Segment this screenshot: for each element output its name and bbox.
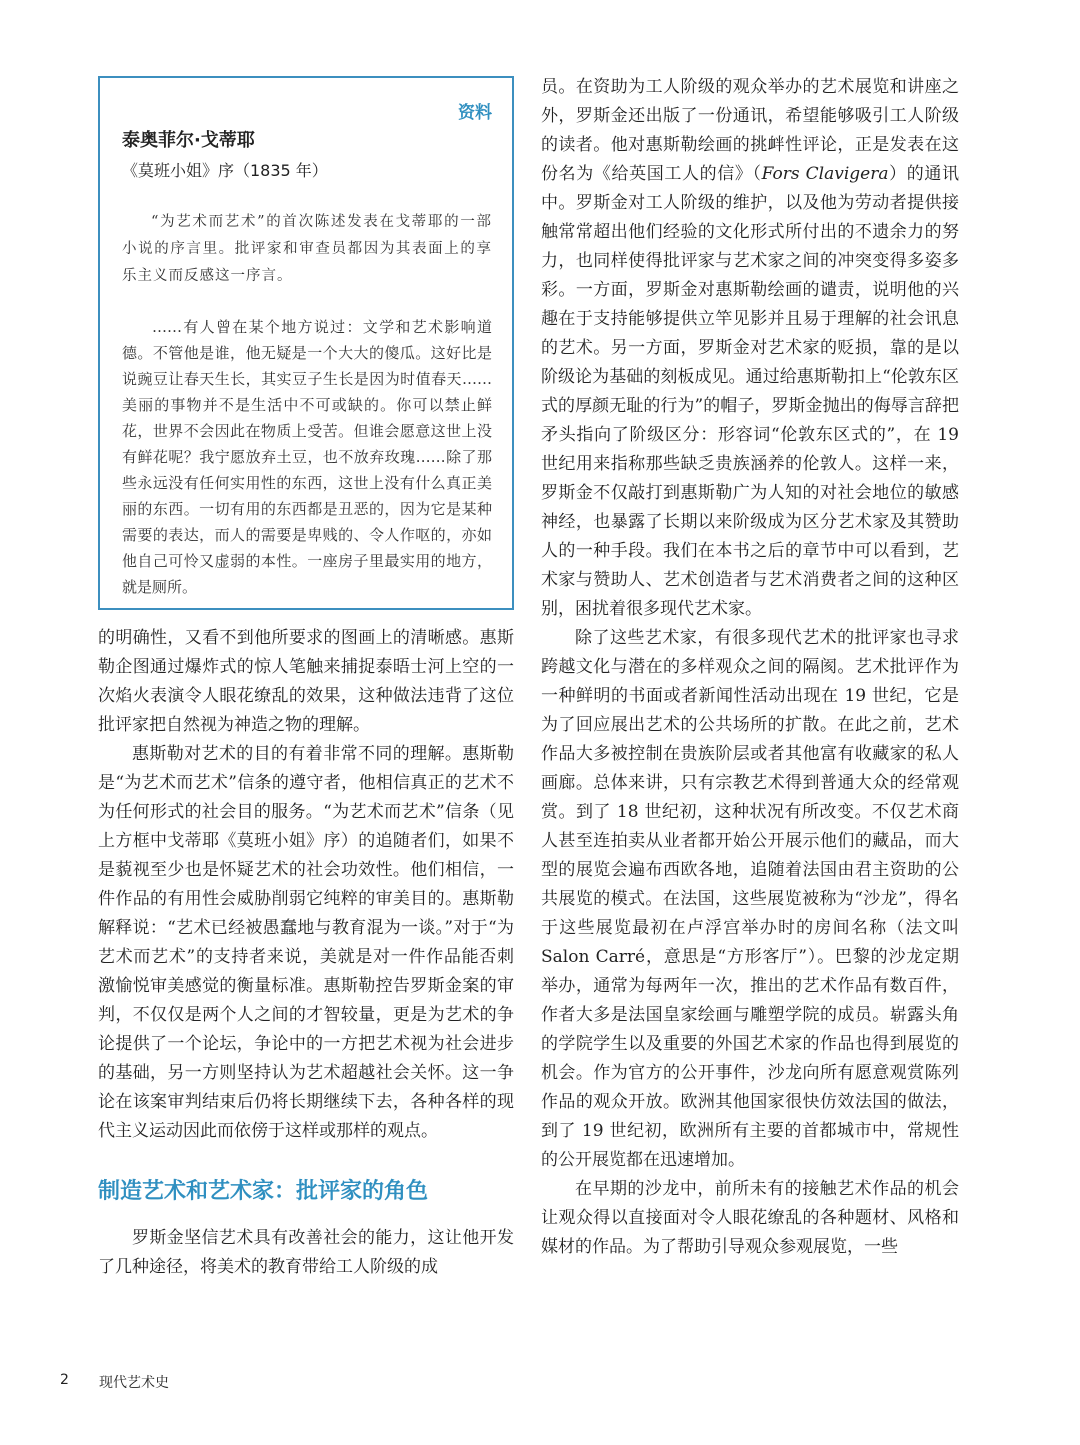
- page-number: 2: [60, 1372, 69, 1388]
- left-paragraph-2: 惠斯勒对艺术的目的有着非常不同的理解。惠斯勒是“为艺术而艺术”信条的遵守者，他相信真正的艺术不为任何形式的社会目的服务。“为艺术而艺术”信条（见上方框中戈蒂耶《莫班小姐》序）的追随者们，如果不是藐视至少也是怀疑艺术的社会功效性。他们相信，一件作品的有用性会威胁削弱它纯粹的审美目的。惠斯勒解释说：“艺术已经被愚蠢地与教育混为一谈。”对于“为艺术而艺术”的支持者来说，美就是对一件作品能否刺激愉悦审美感觉的衡量标准。惠斯勒控告罗斯金案的审判，不仅仅是两个人之间的才智较量，更是为艺术的争论提供了一个论坛，争论中的一方把艺术视为社会进步的基础，另一方则坚持认为艺术超越社会关怀。这一争论在该案审判结束后仍将长期继续下去，各种各样的现代主义运动因此而依傍于这样或那样的观点。: [98, 744, 514, 1141]
- left-paragraph-3: 罗斯金坚信艺术具有改善社会的能力，这让他开发了几种途径，将美术的教育带给工人阶级的成: [98, 1228, 514, 1277]
- right-paragraph-2: 除了这些艺术家，有很多现代艺术的批评家也寻求跨越文化与潜在的多样观众之间的隔阂。艺术批评作为一种鲜明的书面或者新闻性活动出现在 19 世纪，它是为了回应展出艺术的公共场所的扩散。在此之前，艺术作品大多被控制在贵族阶层或者其他富有收藏家的私人画廊。总体来讲，只有宗教艺术得到普通大众的经常观赏。到了 18 世纪初，这种状况有所改变。不仅艺术商人甚至连拍卖从业者都开始公开展示他们的藏品，而大型的展览会遍布西欧各地，追随着法国由君主资助的公共展览的模式。在法国，这些展览被称为“沙龙”，得名于这些展览最初在卢浮宫举办时的房间名称（法文叫 Salon Carré，意思是“方形客厅”）。巴黎的沙龙定期举办，通常为每两年一次，推出的艺术作品有数百件，作者大多是法国皇家绘画与雕塑学院的成员。崭露头角的学院学生以及重要的外国艺术家的作品也得到展览的机会。作为官方的公开事件，沙龙向所有愿意观赏陈列作品的观众开放。欧洲其他国家很快仿效法国的做法，到了 19 世纪初，欧洲所有主要的首都城市中，常规性的公开展览都在迅速增加。: [541, 628, 959, 1170]
- running-footer-title: 现代艺术史: [99, 1375, 169, 1391]
- sidebar-author: 泰奥菲尔·戈蒂耶: [122, 130, 255, 151]
- sidebar-quote: ……有人曾在某个地方说过：文学和艺术影响道德。不管他是谁，他无疑是一个大大的傻瓜。这好比是说豌豆让春天生长，其实豆子生长是因为时值春天……美丽的事物并不是生活中不可或缺的。你可以禁止鲜花，世界不会因此在物质上受苦。但谁会愿意这世上没有鲜花呢？我宁愿放弃土豆，也不放弃玫瑰……除了那些永远没有任何实用性的东西，这世上没有什么真正美丽的东西。一切有用的东西都是丑恶的，因为它是某种需要的表达，而人的需要是卑贱的、令人作呕的，亦如他自己可怜又虚弱的本性。一座房子里最实用的地方，就是厕所。: [122, 318, 492, 596]
- fors-clavigera-title: Fors Clavigera: [761, 164, 889, 184]
- sidebar-tag: 资料: [458, 103, 492, 123]
- right-paragraph-3: 在早期的沙龙中，前所未有的接触艺术作品的机会让观众得以直接面对令人眼花缭乱的各种题材、风格和媒材的作品。为了帮助引导观众参观展览，一些: [541, 1179, 959, 1257]
- section-heading: 制造艺术和艺术家：批评家的角色: [98, 1179, 429, 1204]
- right-paragraph-1-text-a: 员。在资助为工人阶级的观众举办的艺术展览和讲座之外，罗斯金还出版了一份通讯，希望能够吸引工人阶级的读者。他对惠斯勒绘画的挑衅性评论，正是发表在这份名为《给英国工人的信》（: [541, 77, 959, 184]
- right-paragraph-1-text-b: ）的通讯中。罗斯金对工人阶级的维护，以及他为劳动者提供接触常常超出他们经验的文化形式所付出的不遗余力的努力，也同样使得批评家与艺术家之间的冲突变得多姿多彩。一方面，罗斯金对惠斯勒绘画的谴责，说明他的兴趣在于支持能够提供立竿见影并且易于理解的社会讯息的艺术。另一方面，罗斯金对艺术家的贬损，靠的是以阶级论为基础的刻板成见。通过给惠斯勒扣上“伦敦东区式的厚颜无耻的行为”的帽子，罗斯金抛出的侮辱言辞把矛头指向了阶级区分：形容词“伦敦东区式的”，在 19 世纪用来指称那些缺乏贵族涵养的伦敦人。这样一来，罗斯金不仅敲打到惠斯勒广为人知的对社会地位的敏感神经，也暴露了长期以来阶级成为区分艺术家及其赞助人的一种手段。我们在本书之后的章节中可以看到，艺术家与赞助人、艺术创造者与艺术消费者之间的这种区别，困扰着很多现代艺术家。: [541, 164, 959, 619]
- right-column: [541, 73, 959, 1262]
- sidebar-intro: “为艺术而艺术”的首次陈述发表在戈蒂耶的一部小说的序言里。批评家和审查员都因为其表面上的享乐主义而反感这一序言。: [122, 214, 492, 284]
- sidebar-work-title: 《莫班小姐》序（1835 年）: [122, 161, 328, 180]
- left-paragraph-1: 的明确性，又看不到他所要求的图画上的清晰感。惠斯勒企图通过爆炸式的惊人笔触来捕捉泰晤士河上空的一次焰火表演令人眼花缭乱的效果，这种做法违背了这位批评家把自然视为神造之物的理解。: [98, 628, 514, 735]
- sidebar-box: [98, 76, 514, 610]
- left-column: [98, 624, 514, 1282]
- right-paragraph-1: [541, 73, 959, 624]
